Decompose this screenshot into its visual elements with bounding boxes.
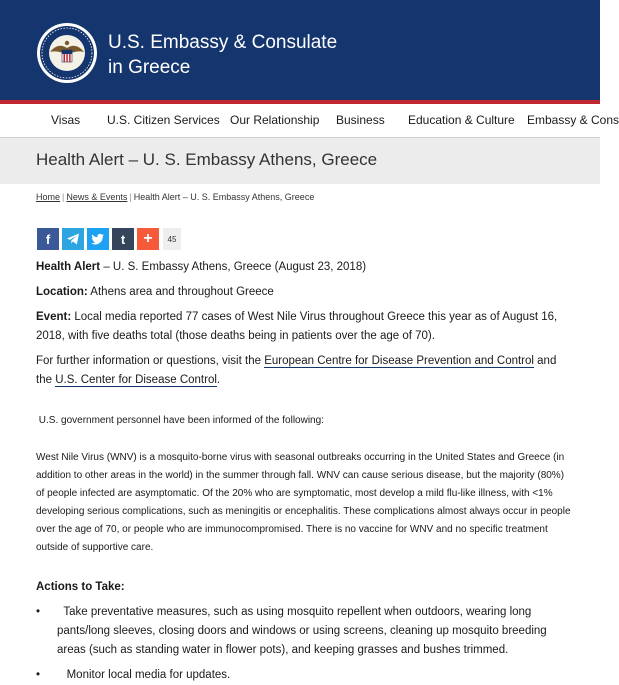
nav-item-our-relationship[interactable]: Our Relationship	[230, 113, 320, 127]
list-item	[36, 666, 572, 685]
further-info-paragraph	[36, 352, 572, 390]
main-nav	[0, 104, 619, 138]
further-and: and the	[36, 355, 557, 386]
location-line	[36, 283, 572, 302]
personnel-line: U.S. government personnel have been informed of the following:	[36, 415, 324, 426]
bullet-dot: •	[36, 669, 41, 681]
nav-item-education-culture[interactable]: Education & Culture	[408, 113, 515, 127]
telegram-icon	[66, 232, 80, 246]
page-title-band	[0, 138, 600, 184]
article-body	[36, 258, 572, 685]
tumblr-icon: t	[120, 231, 126, 247]
plus-icon: +	[143, 230, 153, 247]
department-of-state-seal-icon[interactable]	[36, 22, 98, 84]
further-prefix: For further information or questions, visit the	[36, 355, 265, 367]
alert-label: Health Alert	[36, 261, 101, 273]
ecdc-link[interactable]: European Centre for Disease Prevention and Control	[264, 355, 534, 367]
site-header	[0, 0, 600, 104]
alert-text: – U. S. Embassy Athens, Greece (August 23, 2018)	[100, 261, 367, 273]
more-share-button[interactable]	[137, 228, 159, 250]
site-title[interactable]	[108, 30, 337, 80]
share-bar	[37, 228, 181, 250]
event-paragraph	[36, 308, 572, 346]
event-text: Local media reported 77 cases of West Nile Virus throughout Greece this year as of August 16, 2018, with five deaths total (those deaths being in patients over the age of 70).	[36, 311, 558, 342]
breadcrumb-separator: |	[129, 192, 132, 202]
facebook-icon: f	[45, 231, 51, 247]
actions-heading: Actions to Take:	[36, 581, 125, 593]
nav-item-embassy-consulates[interactable]: Embassy & Cons	[527, 113, 619, 127]
action-text: Monitor local media for updates.	[57, 669, 231, 681]
wnv-paragraph: West Nile Virus (WNV) is a mosquito-borne virus with seasonal outbreaks occurring in the United States and Greece (in addition to other areas in the world) in the summer through fall. WNV can cause serious disease, but the majority (80%) of people infected are asymptomatic. Of the 20% who are symptomatic, most develop a mild flu-like illness, with <1% developing serious complications, such as meningitis or encephalitis. These complications almost always occur in people over the age of 70, or people who are immunocompromised. There is no vaccine for WNV and no specific treatment outside of supportive care.	[36, 452, 571, 553]
location-text: Athens area and throughout Greece	[87, 286, 274, 298]
list-item	[36, 603, 572, 660]
facebook-share-button[interactable]	[37, 228, 59, 250]
twitter-share-button[interactable]	[87, 228, 109, 250]
tumblr-share-button[interactable]	[112, 228, 134, 250]
location-label: Location:	[36, 286, 88, 298]
breadcrumb-news-link[interactable]: News & Events	[66, 192, 128, 202]
action-text: Take preventative measures, such as using mosquito repellent when outdoors, wearing long pants/long sleeves, closing doors and windows or using screens, cleaning up mosquito breeding areas (such as standing water in flower pots), and keeping grasses and bushes trimmed.	[57, 606, 550, 656]
further-suffix: .	[216, 374, 221, 386]
cdc-link[interactable]: U.S. Center for Disease Control	[55, 374, 217, 386]
twitter-bird-icon	[91, 232, 105, 246]
alert-line	[36, 258, 572, 277]
site-title-line2: in Greece	[108, 57, 191, 78]
breadcrumb-separator: |	[62, 192, 65, 202]
share-count: 45	[163, 228, 181, 250]
breadcrumb-home-link[interactable]: Home	[36, 192, 61, 202]
actions-list	[36, 603, 572, 685]
site-title-line1: U.S. Embassy & Consulate	[108, 32, 338, 53]
event-label: Event:	[36, 311, 72, 323]
telegram-share-button[interactable]	[62, 228, 84, 250]
breadcrumb-current: Health Alert – U. S. Embassy Athens, Greece	[133, 192, 315, 202]
bullet-dot: •	[36, 606, 41, 618]
breadcrumb	[36, 192, 314, 202]
nav-item-us-citizen-services[interactable]: U.S. Citizen Services	[107, 113, 220, 127]
nav-item-visas[interactable]: Visas	[51, 113, 81, 127]
nav-item-business[interactable]: Business	[336, 113, 385, 127]
page-title: Health Alert – U. S. Embassy Athens, Greece	[36, 150, 378, 169]
